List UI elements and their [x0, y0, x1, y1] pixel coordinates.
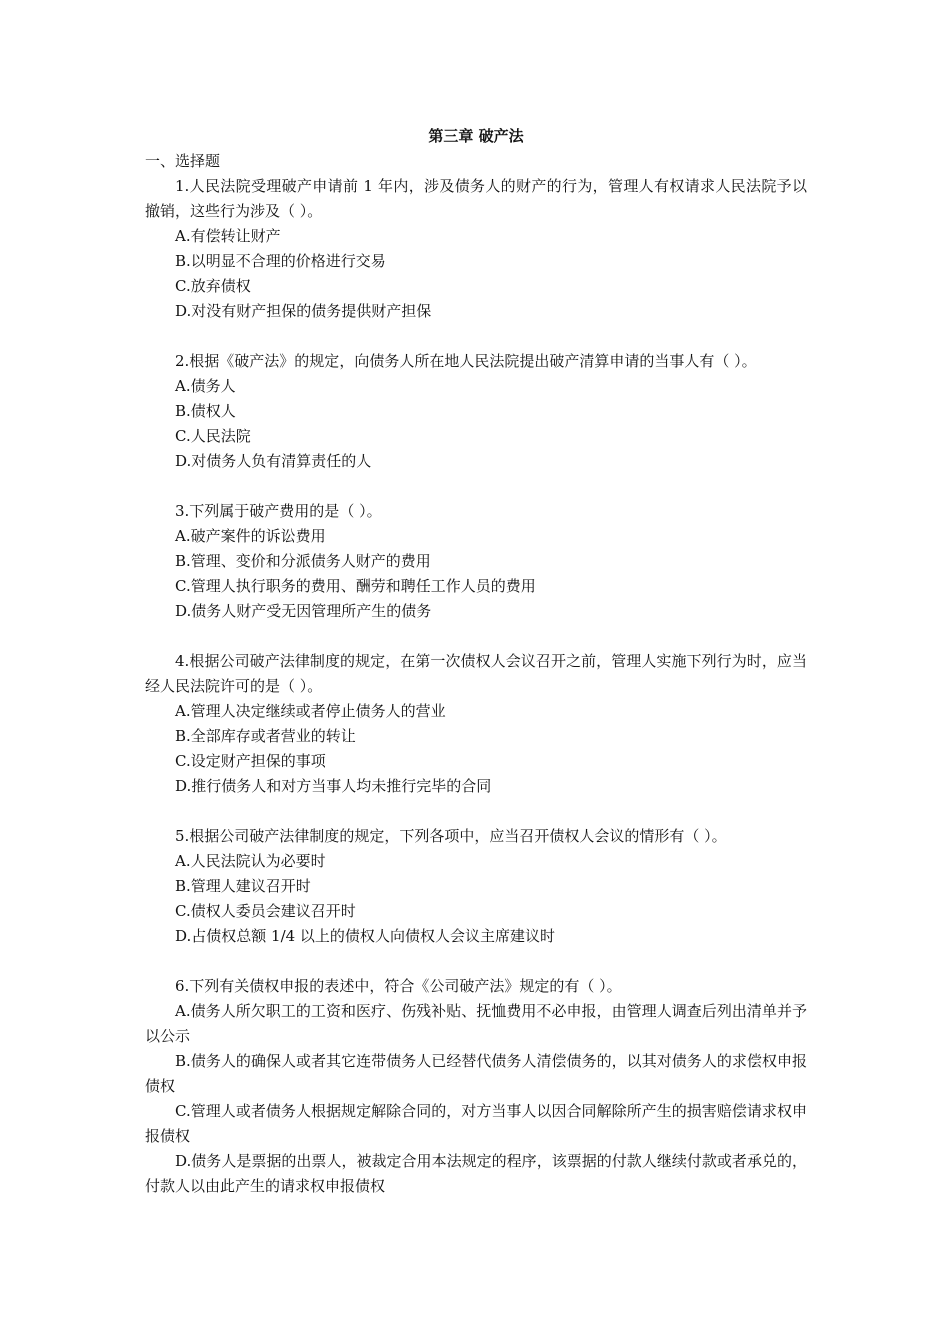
question-stem: 5.根据公司破产法律制度的规定，下列各项中，应当召开债权人会议的情形有（ ）。: [175, 827, 727, 845]
option-a: A.管理人决定继续或者停止债务人的营业: [175, 702, 446, 720]
question-3: [145, 499, 807, 624]
option-a: A.人民法院认为必要时: [175, 852, 326, 870]
question-stem: 1.人民法院受理破产申请前 1 年内，涉及债务人的财产的行为，管理人有权请求人民法院予以撤销，这些行为涉及（ ）。: [145, 177, 807, 220]
option-d: D.债务人财产受无因管理所产生的债务: [175, 602, 432, 620]
option-a: A.债务人: [175, 377, 236, 395]
option-d: D.对没有财产担保的债务提供财产担保: [175, 302, 432, 320]
option-c: C.管理人执行职务的费用、酬劳和聘任工作人员的费用: [175, 577, 536, 595]
question-2: [145, 349, 807, 474]
option-b: B.全部库存或者营业的转让: [175, 727, 356, 745]
option-b: B.管理人建议召开时: [175, 877, 311, 895]
option-d: D.债务人是票据的出票人，被裁定合用本法规定的程序，该票据的付款人继续付款或者承兑的，付款人以由此产生的请求权申报债权: [145, 1152, 807, 1195]
option-c: C.放弃债权: [175, 277, 251, 295]
option-c: C.设定财产担保的事项: [175, 752, 326, 770]
option-b: B.债权人: [175, 402, 236, 420]
option-a: A.债务人所欠职工的工资和医疗、伤残补贴、抚恤费用不必申报，由管理人调查后列出清单并予以公示: [145, 1002, 807, 1045]
blank-line: [145, 324, 807, 349]
option-d: D.推行债务人和对方当事人均未推行完毕的合同: [175, 777, 492, 795]
option-b: B.以明显不合理的价格进行交易: [175, 252, 386, 270]
blank-line: [145, 799, 807, 824]
blank-line: [145, 474, 807, 499]
question-4: [145, 649, 807, 799]
option-a: A.破产案件的诉讼费用: [175, 527, 326, 545]
blank-line: [145, 624, 807, 649]
question-stem: 3.下列属于破产费用的是（ ）。: [175, 502, 382, 520]
option-b: B.债务人的确保人或者其它连带债务人已经替代债务人清偿债务的，以其对债务人的求偿权申报债权: [145, 1052, 807, 1095]
question-stem: 4.根据公司破产法律制度的规定，在第一次债权人会议召开之前，管理人实施下列行为时，应当经人民法院许可的是（ ）。: [145, 652, 807, 695]
option-b: B.管理、变价和分派债务人财产的费用: [175, 552, 431, 570]
document-page: [145, 124, 807, 1199]
option-d: D.对债务人负有清算责任的人: [175, 452, 372, 470]
option-c: C.人民法院: [175, 427, 251, 445]
question-stem: 2.根据《破产法》的规定，向债务人所在地人民法院提出破产清算申请的当事人有（ ）。: [175, 352, 757, 370]
option-a: A.有偿转让财产: [175, 227, 281, 245]
option-d: D.占债权总额 1/4 以上的债权人向债权人会议主席建议时: [175, 927, 555, 945]
page-title: 第三章 破产法: [428, 127, 524, 145]
blank-line: [145, 949, 807, 974]
question-stem: 6.下列有关债权申报的表述中，符合《公司破产法》规定的有（ ）。: [175, 977, 622, 995]
section-heading: 一、选择题: [145, 152, 221, 170]
option-c: C.债权人委员会建议召开时: [175, 902, 356, 920]
question-6: [145, 974, 807, 1199]
question-5: [145, 824, 807, 949]
question-1: [145, 174, 807, 324]
option-c: C.管理人或者债务人根据规定解除合同的，对方当事人以因合同解除所产生的损害赔偿请求权申报债权: [145, 1102, 807, 1145]
